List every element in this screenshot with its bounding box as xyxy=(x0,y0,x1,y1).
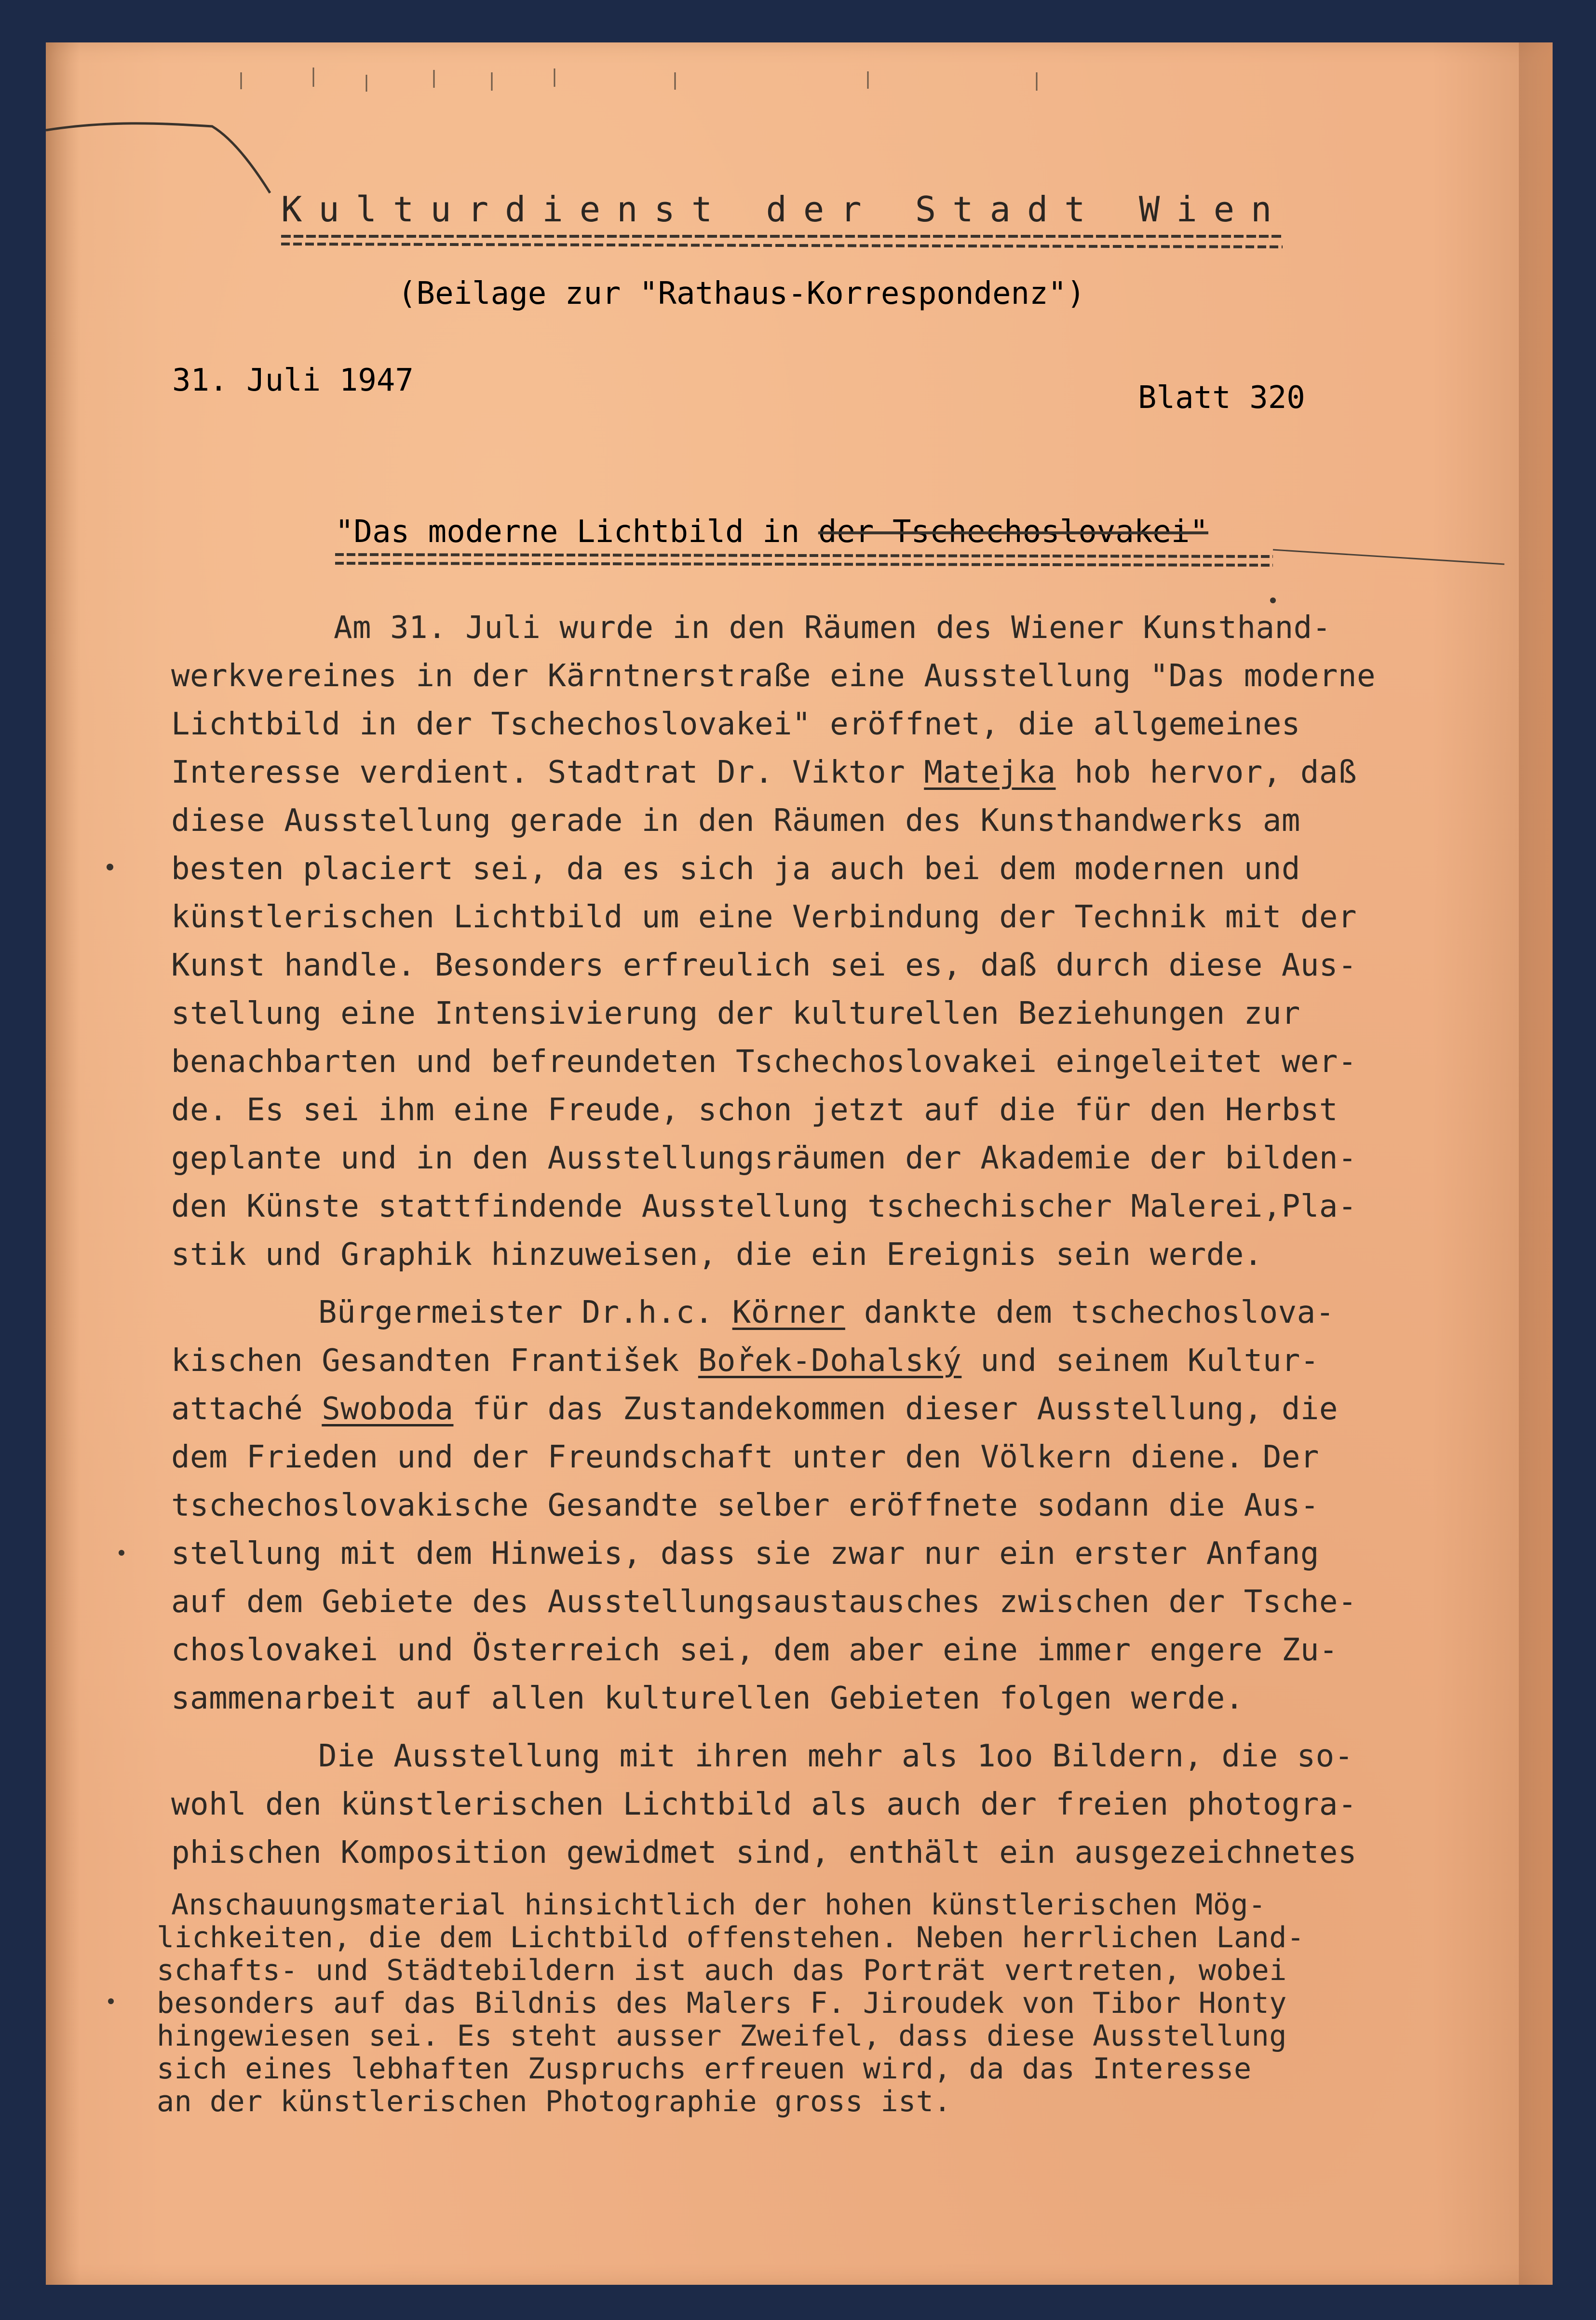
body-line-5: diese Ausstellung gerade in den Räumen des Kunsthandwerks am xyxy=(171,803,1300,839)
body-line-29: schafts- und Städtebildern ist auch das Porträt vertreten, wobei xyxy=(157,1954,1287,1987)
body-line-14: stik und Graphik hinzuweisen, die ein Ereignis sein werde. xyxy=(171,1237,1263,1273)
body-line-20: stellung mit dem Hinweis, dass sie zwar nur ein erster Anfang xyxy=(171,1536,1319,1572)
name-bocek-dohalsky: Bořek-Dohalský xyxy=(698,1343,962,1379)
body-line-17 xyxy=(171,1391,1338,1427)
body-line-8: Kunst handle. Besonders erfreulich sei es, daß durch diese Aus- xyxy=(171,948,1357,983)
body-line-25: wohl den künstlerischen Lichtbild als auch der freien photogra- xyxy=(171,1787,1357,1822)
headline-struck-text: der Tschechoslovakei" xyxy=(818,514,1208,550)
masthead: Kulturdienst der Stadt Wien xyxy=(281,189,1288,230)
body-line-13: den Künste stattfindende Ausstellung tschechischer Malerei,Pla- xyxy=(171,1189,1357,1224)
body-line-22: choslovakei und Österreich sei, dem aber eine immer engere Zu- xyxy=(171,1632,1338,1668)
body-line-30: besonders auf das Bildnis des Malers F. Jiroudek von Tibor Honty xyxy=(157,1986,1287,2020)
body-line-2: werkvereines in der Kärntnerstraße eine Ausstellung "Das moderne xyxy=(171,658,1376,694)
body-line-9: stellung eine Intensivierung der kulturellen Beziehungen zur xyxy=(171,996,1300,1031)
body-line-23: sammenarbeit auf allen kulturellen Gebieten folgen werde. xyxy=(171,1681,1244,1716)
pencil-stroke xyxy=(46,123,270,193)
body-line-17-tail: für das Zustandekommen dieser Ausstellung, die xyxy=(453,1391,1338,1427)
body-line-7: künstlerischen Lichtbild um eine Verbindung der Technik mit der xyxy=(171,899,1357,935)
body-line-24: Die Ausstellung mit ihren mehr als 1oo Bildern, die so- xyxy=(318,1738,1353,1774)
body-line-15-text: Bürgermeister Dr.h.c. xyxy=(318,1295,732,1330)
document-date: 31. Juli 1947 xyxy=(172,363,414,398)
headline-pencil-line xyxy=(1273,550,1504,564)
body-line-6: besten placiert sei, da es sich ja auch bei dem modernen und xyxy=(171,851,1300,887)
headline-rule-top xyxy=(335,555,1273,556)
name-koerner: Körner xyxy=(732,1295,845,1330)
body-line-4-tail: hob hervor, daß xyxy=(1055,755,1357,790)
body-line-18: dem Frieden und der Freundschaft unter den Völkern diene. Der xyxy=(171,1439,1319,1475)
body-line-10: benachbarten und befreundeten Tschechoslovakei eingeleitet wer- xyxy=(171,1044,1357,1080)
name-matejka: Matejka xyxy=(924,755,1056,790)
body-line-4-text: Interesse verdient. Stadtrat Dr. Viktor xyxy=(171,755,924,790)
body-line-31: hingewiesen sei. Es steht ausser Zweifel, dass diese Ausstellung xyxy=(157,2019,1287,2053)
body-line-16-text: kischen Gesandten František xyxy=(171,1343,698,1379)
body-line-16-tail: und seinem Kultur- xyxy=(961,1343,1319,1379)
body-line-4 xyxy=(171,757,1357,788)
sheet-number: Blatt 320 xyxy=(1138,380,1305,416)
body-line-16 xyxy=(171,1343,1319,1379)
body-line-28: lichkeiten, die dem Lichtbild offenstehen. Neben herrlichen Land- xyxy=(157,1921,1305,1954)
body-line-15-tail: dankte dem tschechoslova- xyxy=(845,1295,1335,1330)
masthead-rule-bottom xyxy=(281,244,1283,247)
body-line-19: tschechoslovakische Gesandte selber eröffnete sodann die Aus- xyxy=(171,1488,1319,1523)
body-line-15 xyxy=(318,1297,1335,1328)
body-line-3: Lichtbild in der Tschechoslovakei" eröffnet, die allgemeines xyxy=(171,706,1300,742)
body-line-12: geplante und in den Ausstellungsräumen der Akademie der bilden- xyxy=(171,1140,1357,1176)
headline-text: "Das moderne Lichtbild in xyxy=(335,514,818,550)
body-line-33: an der künstlerischen Photographie gross ist. xyxy=(157,2085,952,2118)
body-line-27: Anschauungsmaterial hinsichtlich der hohen künstlerischen Mög- xyxy=(171,1888,1266,1922)
body-line-21: auf dem Gebiete des Ausstellungsaustausches zwischen der Tsche- xyxy=(171,1584,1357,1620)
name-swoboda: Swoboda xyxy=(322,1391,454,1427)
body-line-17-text: attaché xyxy=(171,1391,322,1427)
top-edge-ticks xyxy=(241,68,1037,92)
body-line-11: de. Es sei ihm eine Freude, schon jetzt auf die für den Herbst xyxy=(171,1092,1338,1128)
body-line-1: Am 31. Juli wurde in den Räumen des Wiener Kunsthand- xyxy=(334,610,1331,646)
article-headline xyxy=(335,514,1208,550)
headline-rule-bottom xyxy=(335,563,1273,565)
masthead-subtitle: (Beilage zur "Rathaus-Korrespondenz") xyxy=(398,276,1085,312)
body-line-26: phischen Komposition gewidmet sind, enthält ein ausgezeichnetes xyxy=(171,1835,1357,1871)
body-line-32: sich eines lebhaften Zuspruchs erfreuen wird, da das Interesse xyxy=(157,2052,1252,2086)
